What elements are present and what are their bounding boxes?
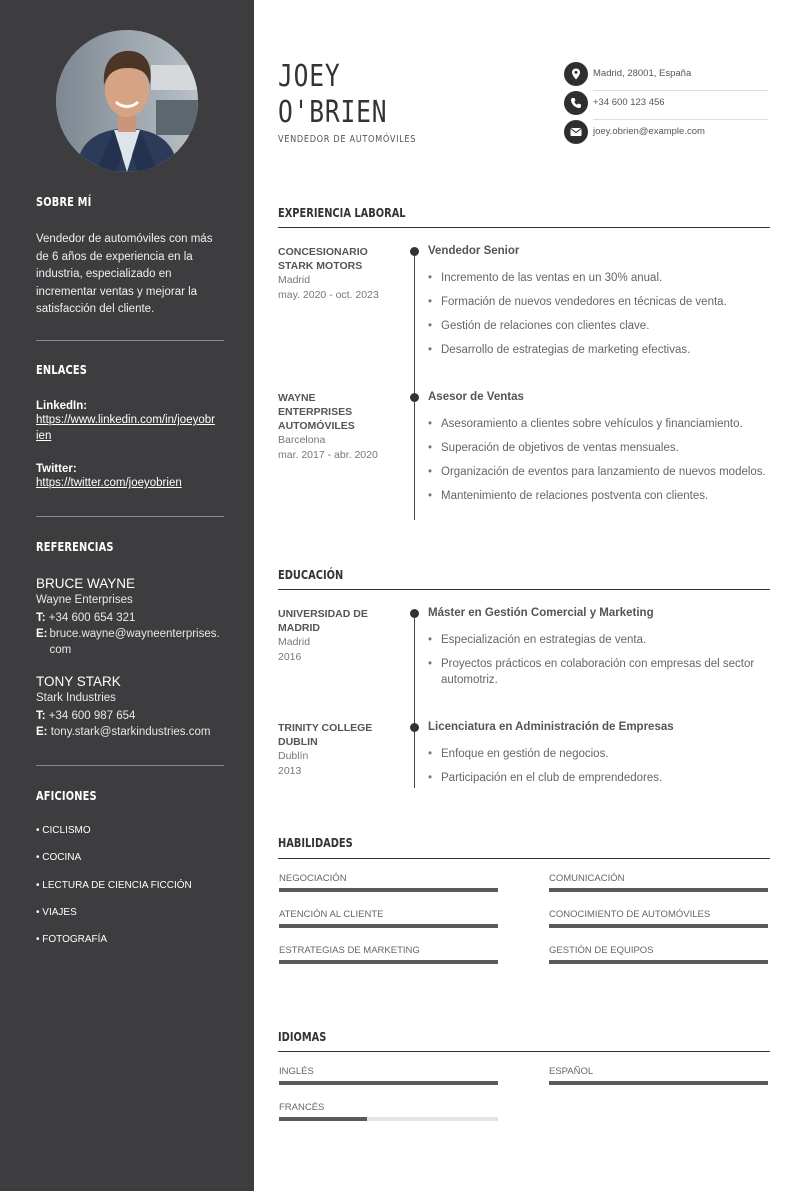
skill-bar-track xyxy=(549,888,768,892)
link-linkedin xyxy=(36,400,224,444)
divider xyxy=(278,227,770,228)
list-item: • Enfoque en gestión de negocios. xyxy=(428,746,768,762)
skill-bar-track xyxy=(549,960,768,964)
list-item: • Organización de eventos para lanzamiento de nuevos modelos. xyxy=(428,464,768,480)
skill-item xyxy=(548,873,768,884)
envelope-icon xyxy=(564,120,588,144)
hobby-item: • LECTURA DE CIENCIA FICCIÓN xyxy=(36,880,192,891)
about-text: Vendedor de automóviles con más de 6 años de experiencia en la industria, especializado en incrementar ventas y mejorar la satisfacción del cliente. xyxy=(36,233,213,315)
reference-phone xyxy=(36,708,224,724)
list-item: • Especialización en estrategias de venta. xyxy=(428,632,768,648)
language-bar-fill xyxy=(279,1081,498,1085)
school-name: UNIVERSIDAD DE MADRID xyxy=(278,608,368,634)
first-name: JOEY xyxy=(278,59,341,94)
references-heading: REFERENCIAS xyxy=(36,540,114,554)
degree-title: Licenciatura en Administración de Empresas xyxy=(428,721,674,733)
list-item: • Participación en el club de emprendedores. xyxy=(428,770,768,786)
languages-heading-text: IDIOMAS xyxy=(278,1030,327,1044)
skill-name: CONOCIMIENTO DE AUTOMÓVILES xyxy=(549,909,711,920)
employer-name: CONCESIONARIO STARK MOTORS xyxy=(278,246,368,272)
skill-name: ATENCIÓN AL CLIENTE xyxy=(279,909,384,920)
phone-label: T: xyxy=(36,710,46,722)
responsibility-list xyxy=(428,416,768,512)
skill-item xyxy=(278,909,498,920)
hobby-item: • FOTOGRAFÍA xyxy=(36,934,108,945)
experience-entry-info xyxy=(278,245,388,303)
twitter-label: Twitter: xyxy=(36,463,77,475)
avatar xyxy=(56,30,198,172)
contact-phone xyxy=(564,91,768,120)
twitter-link[interactable]: https://twitter.com/joeyobrien xyxy=(36,477,182,489)
language-bar-track xyxy=(279,1117,498,1121)
language-name: ESPAÑOL xyxy=(549,1066,594,1077)
skill-bar-track xyxy=(279,924,498,928)
language-bar-fill xyxy=(279,1117,367,1121)
language-bar-track xyxy=(279,1081,498,1085)
school-name: TRINITY COLLEGE DUBLIN xyxy=(278,722,373,748)
education-detail-list xyxy=(428,632,768,696)
language-name: FRANCÉS xyxy=(279,1102,325,1113)
reference-item xyxy=(36,576,224,658)
experience-heading-text: EXPERIENCIA LABORAL xyxy=(278,206,406,220)
link-twitter xyxy=(36,463,224,491)
responsibility-list xyxy=(428,270,768,366)
hobbies-list xyxy=(36,825,224,955)
references-section xyxy=(36,540,224,554)
reference-email xyxy=(36,724,224,740)
education-detail-list xyxy=(428,746,768,794)
phone-value: +34 600 987 654 xyxy=(48,710,136,722)
timeline-dot xyxy=(410,723,419,732)
skill-name: ESTRATEGIAS DE MARKETING xyxy=(279,945,420,956)
job-title: VENDEDOR DE AUTOMÓVILES xyxy=(278,134,417,145)
role-title: Vendedor Senior xyxy=(428,245,520,257)
about-section xyxy=(36,195,224,209)
experience-entry-info xyxy=(278,391,388,463)
education-entry-info xyxy=(278,607,388,665)
skill-item xyxy=(278,873,498,884)
skills-heading xyxy=(278,836,770,850)
reference-email xyxy=(36,626,224,658)
portrait-photo xyxy=(56,30,198,172)
skill-bar-fill xyxy=(279,924,498,928)
experience-heading xyxy=(278,206,770,220)
skill-bar-fill xyxy=(279,960,498,964)
degree-title: Máster en Gestión Comercial y Marketing xyxy=(428,607,654,619)
timeline-dot xyxy=(410,247,419,256)
list-item: • Proyectos prácticos en colaboración con empresas del sector automotriz. xyxy=(428,656,768,688)
entry-location: Madrid xyxy=(278,274,311,286)
language-name: INGLÉS xyxy=(279,1066,314,1077)
education-heading-text: EDUCACIÓN xyxy=(278,568,344,582)
role-title: Asesor de Ventas xyxy=(428,391,524,403)
reference-name: BRUCE WAYNE xyxy=(36,576,136,591)
skill-item xyxy=(278,945,498,956)
list-item: • Incremento de las ventas en un 30% anual. xyxy=(428,270,768,286)
language-item xyxy=(278,1066,498,1077)
entry-dates: 2013 xyxy=(278,765,302,777)
languages-heading xyxy=(278,1030,770,1044)
skill-name: NEGOCIACIÓN xyxy=(279,873,347,884)
about-heading: SOBRE MÍ xyxy=(36,195,92,209)
list-item: • Formación de nuevos vendedores en técnicas de venta. xyxy=(428,294,768,310)
skill-item xyxy=(548,945,768,956)
email-value: bruce.wayne@wayneenterprises.com xyxy=(49,628,220,656)
list-item: • Mantenimiento de relaciones postventa con clientes. xyxy=(428,488,768,504)
linkedin-link[interactable]: https://www.linkedin.com/in/joeyobrien xyxy=(36,414,215,442)
linkedin-label: LinkedIn: xyxy=(36,400,88,412)
entry-dates: mar. 2017 - abr. 2020 xyxy=(278,449,378,461)
links-heading: ENLACES xyxy=(36,363,88,377)
education-heading xyxy=(278,568,770,582)
reference-company: Stark Industries xyxy=(36,692,116,704)
entry-dates: may. 2020 - oct. 2023 xyxy=(278,289,379,301)
skill-bar-track xyxy=(279,960,498,964)
entry-location: Dublín xyxy=(278,750,309,762)
hobby-item: • VIAJES xyxy=(36,907,77,918)
skill-bar-fill xyxy=(279,888,498,892)
list-item: • Gestión de relaciones con clientes clave. xyxy=(428,318,768,334)
timeline-line xyxy=(414,614,415,788)
email-text[interactable]: joey.obrien@example.com xyxy=(593,126,705,137)
entry-location: Madrid xyxy=(278,636,311,648)
last-name: O'BRIEN xyxy=(278,95,388,130)
language-bar-track xyxy=(549,1081,768,1085)
hobbies-heading: AFICIONES xyxy=(36,789,97,803)
skill-item xyxy=(548,909,768,920)
email-value: tony.stark@starkindustries.com xyxy=(50,726,211,738)
email-label: E: xyxy=(36,726,48,738)
divider xyxy=(278,589,770,590)
timeline-line xyxy=(414,252,415,520)
contact-email xyxy=(564,120,768,149)
phone-label: T: xyxy=(36,612,46,624)
language-item xyxy=(548,1066,768,1077)
links-section xyxy=(36,363,224,377)
hobbies-section xyxy=(36,789,224,803)
list-item: • Desarrollo de estrategias de marketing efectivas. xyxy=(428,342,768,358)
reference-item xyxy=(36,674,224,740)
skill-bar-track xyxy=(549,924,768,928)
hobby-item: • COCINA xyxy=(36,852,82,863)
divider xyxy=(278,858,770,859)
phone-icon xyxy=(564,91,588,115)
skill-bar-track xyxy=(279,888,498,892)
divider xyxy=(36,340,224,341)
entry-dates: 2016 xyxy=(278,651,302,663)
skill-bar-fill xyxy=(549,960,768,964)
reference-phone xyxy=(36,610,224,626)
email-label: E: xyxy=(36,628,48,640)
skill-name: COMUNICACIÓN xyxy=(549,873,625,884)
phone-value: +34 600 654 321 xyxy=(48,612,136,624)
list-item: • Superación de objetivos de ventas mensuales. xyxy=(428,440,768,456)
employer-name: WAYNE ENTERPRISES AUTOMÓVILES xyxy=(278,392,355,432)
list-item: • Asesoramiento a clientes sobre vehículos y financiamiento. xyxy=(428,416,768,432)
timeline-dot xyxy=(410,393,419,402)
skill-name: GESTIÓN DE EQUIPOS xyxy=(549,945,654,956)
hobby-item: • CICLISMO xyxy=(36,825,91,836)
entry-location: Barcelona xyxy=(278,434,326,446)
skill-bar-fill xyxy=(549,924,768,928)
timeline-dot xyxy=(410,609,419,618)
skills-heading-text: HABILIDADES xyxy=(278,836,353,850)
skill-bar-fill xyxy=(549,888,768,892)
map-pin-icon xyxy=(564,62,588,86)
education-entry-info xyxy=(278,721,388,779)
divider xyxy=(278,1051,770,1052)
phone-text: +34 600 123 456 xyxy=(593,97,665,108)
contact-address xyxy=(564,62,768,91)
sidebar xyxy=(0,0,254,1191)
language-bar-fill xyxy=(549,1081,768,1085)
reference-company: Wayne Enterprises xyxy=(36,594,133,606)
divider xyxy=(36,516,224,517)
language-item xyxy=(278,1102,498,1113)
address-text: Madrid, 28001, España xyxy=(593,68,692,79)
reference-name: TONY STARK xyxy=(36,674,121,689)
divider xyxy=(36,765,224,766)
